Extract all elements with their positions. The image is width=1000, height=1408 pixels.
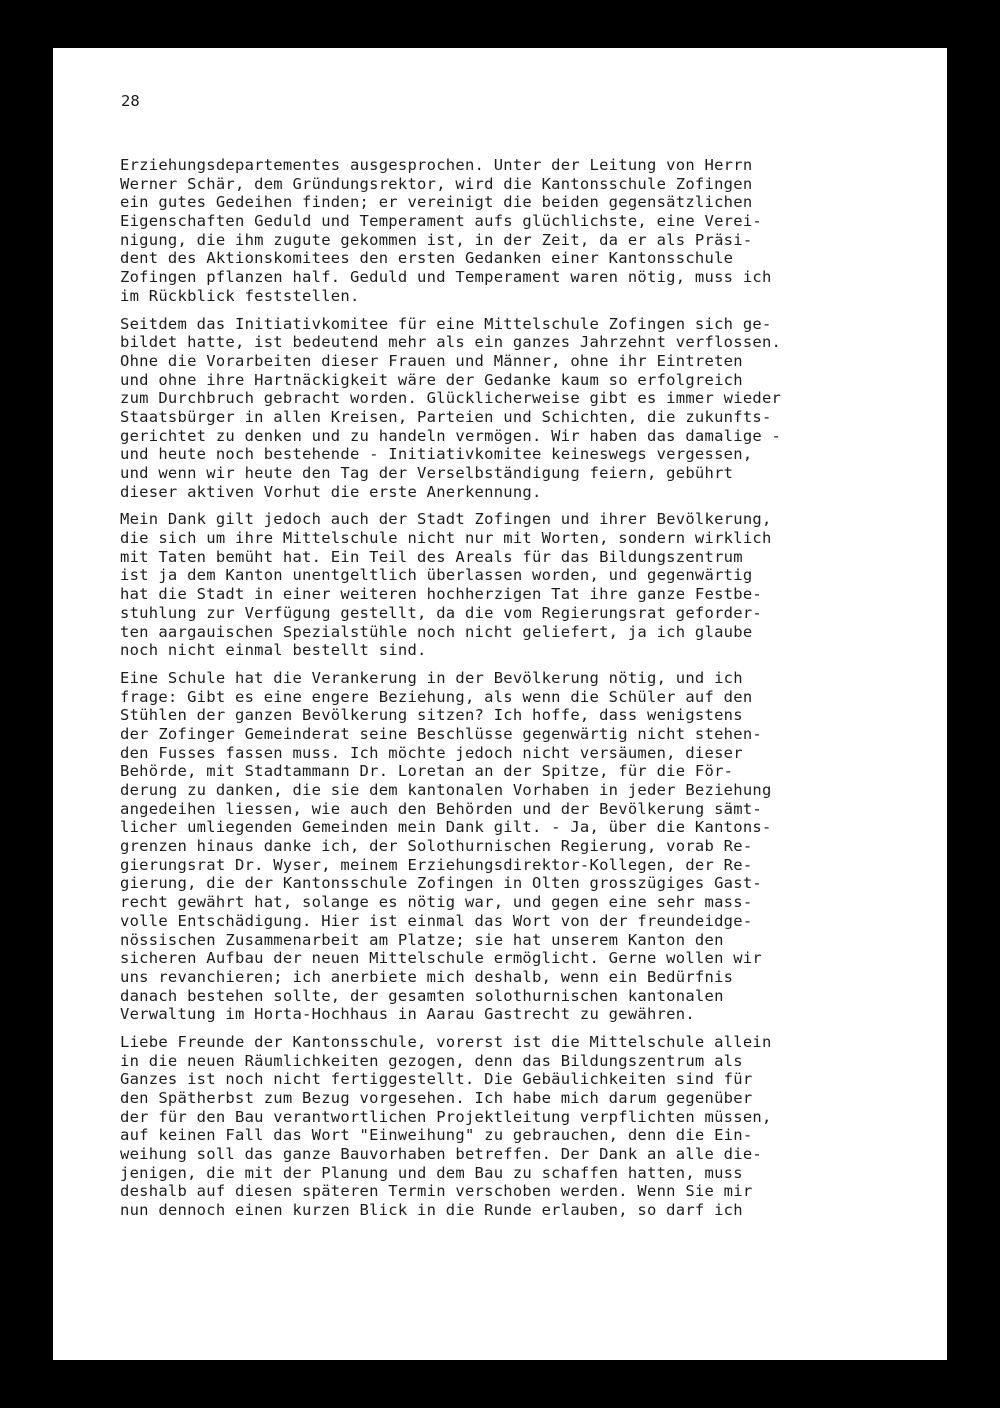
text-line: deshalb auf diesen späteren Termin verschoben werden. Wenn Sie mir	[120, 1182, 753, 1201]
text-line: stuhlung zur Verfügung gestellt, da die vom Regierungsrat geforder-	[120, 603, 762, 622]
text-line: ist ja dem Kanton unentgeltlich überlassen worden, und gegenwärtig	[120, 566, 753, 585]
paragraph	[120, 669, 900, 1024]
text-line: dieser aktiven Vorhut die erste Anerkennung.	[120, 482, 542, 501]
text-line: ein gutes Gedeihen finden; er vereinigt die beiden gegensätzlichen	[120, 193, 753, 212]
text-line: gierungsrat Dr. Wyser, meinem Erziehungsdirektor-Kollegen, der Re-	[120, 855, 753, 874]
text-line: grenzen hinaus danke ich, der Solothurnischen Regierung, vorab Re-	[120, 837, 753, 856]
text-line: auf keinen Fall das Wort "Einweihung" zu gebrauchen, denn die Ein-	[120, 1126, 753, 1145]
text-line: Staatsbürger in allen Kreisen, Parteien und Schichten, die zukunfts-	[120, 407, 772, 426]
text-line: jenigen, die mit der Planung und dem Bau zu schaffen hatten, muss	[120, 1163, 743, 1182]
text-line: Eigenschaften Geduld und Temperament aufs glüchlichste, eine Verei-	[120, 212, 762, 231]
text-line: recht gewährt hat, solange es nötig war, und gegen eine sehr mass-	[120, 893, 753, 912]
text-line: im Rückblick feststellen.	[120, 286, 360, 305]
text-line: uns revanchieren; ich anerbiete mich deshalb, wenn ein Bedürfnis	[120, 967, 734, 986]
paragraph	[120, 510, 900, 660]
text-line: der für den Bau verantwortlichen Projektleitung verpflichten müssen,	[120, 1107, 772, 1126]
paragraph	[120, 156, 900, 306]
text-line: nössischen Zusammenarbeit am Platze; sie hat unserem Kanton den	[120, 930, 724, 949]
text-line: gerichtet zu denken und zu handeln vermögen. Wir haben das damalige -	[120, 426, 782, 445]
text-line: frage: Gibt es eine engere Beziehung, als wenn die Schüler auf den	[120, 687, 753, 706]
text-line: zum Durchbruch gebracht worden. Glücklicherweise gibt es immer wieder	[120, 389, 782, 408]
text-line: Ohne die Vorarbeiten dieser Frauen und Männer, ohne ihr Eintreten	[120, 351, 743, 370]
text-line: Zofingen pflanzen half. Geduld und Temperament waren nötig, muss ich	[120, 268, 772, 287]
text-line: Behörde, mit Stadtammann Dr. Loretan an der Spitze, für die För-	[120, 762, 734, 781]
document-page	[53, 48, 947, 1360]
paragraph	[120, 315, 900, 502]
text-line: nun dennoch einen kurzen Blick in die Runde erlauben, so darf ich	[120, 1201, 743, 1220]
text-line: und heute noch bestehende - Initiativkomitee keineswegs vergessen,	[120, 445, 753, 464]
text-line: und wenn wir heute den Tag der Verselbständigung feiern, gebührt	[120, 464, 734, 482]
text-line: Eine Schule hat die Verankerung in der Bevölkerung nötig, und ich	[120, 668, 743, 687]
text-line: Mein Dank gilt jedoch auch der Stadt Zofingen und ihrer Bevölkerung,	[120, 510, 772, 529]
page-number: 28	[121, 92, 140, 110]
text-line: ten aargauischen Spezialstühle noch nicht geliefert, ja ich glaube	[120, 622, 753, 641]
text-line: Ganzes ist noch nicht fertiggestellt. Die Gebäulichkeiten sind für	[120, 1070, 753, 1089]
text-line: Werner Schär, dem Gründungsrektor, wird die Kantonsschule Zofingen	[120, 174, 753, 193]
text-line: Erziehungsdepartementes ausgesprochen. Unter der Leitung von Herrn	[120, 156, 753, 174]
text-line: angedeihen liessen, wie auch den Behörden und der Bevölkerung sämt-	[120, 799, 762, 818]
text-line: hat die Stadt in einer weiteren hochherzigen Tat ihre ganze Festbe-	[120, 585, 762, 604]
text-line: nigung, die ihm zugute gekommen ist, in der Zeit, da er als Präsi-	[120, 230, 753, 249]
text-line: mit Taten bemüht hat. Ein Teil des Areals für das Bildungszentrum	[120, 547, 743, 566]
text-line: bildet hatte, ist bedeutend mehr als ein ganzes Jahrzehnt verflossen.	[120, 333, 782, 352]
text-line: derung zu danken, die sie dem kantonalen Vorhaben in jeder Beziehung	[120, 781, 772, 799]
text-line: dent des Aktionskomitees den ersten Gedanken einer Kantonsschule	[120, 249, 734, 268]
text-line: gierung, die der Kantonsschule Zofingen in Olten grosszügiges Gast-	[120, 874, 762, 893]
body-text	[120, 156, 900, 1229]
text-line: Liebe Freunde der Kantonsschule, vorerst ist die Mittelschule allein	[120, 1032, 772, 1051]
text-line: die sich um ihre Mittelschule nicht nur mit Worten, sondern wirklich	[120, 529, 772, 548]
text-line: den Spätherbst zum Bezug vorgesehen. Ich habe mich darum gegenüber	[120, 1089, 753, 1107]
text-line: Verwaltung im Horta-Hochhaus in Aarau Gastrecht zu gewähren.	[120, 1005, 695, 1024]
text-line: danach bestehen sollte, der gesamten solothurnischen kantonalen	[120, 986, 724, 1005]
text-line: volle Entschädigung. Hier ist einmal das Wort von der freundeidge-	[120, 911, 753, 930]
text-line: sicheren Aufbau der neuen Mittelschule ermöglicht. Gerne wollen wir	[120, 949, 762, 968]
paragraph	[120, 1033, 900, 1220]
text-line: Stühlen der ganzen Bevölkerung sitzen? Ich hoffe, dass wenigstens	[120, 706, 743, 725]
text-line: den Fusses fassen muss. Ich möchte jedoch nicht versäumen, dieser	[120, 743, 743, 762]
text-line: und ohne ihre Hartnäckigkeit wäre der Gedanke kaum so erfolgreich	[120, 370, 743, 389]
text-line: der Zofinger Gemeinderat seine Beschlüsse gegenwärtig nicht stehen-	[120, 724, 762, 743]
text-line: weihung soll das ganze Bauvorhaben betreffen. Der Dank an alle die-	[120, 1145, 762, 1164]
text-line: noch nicht einmal bestellt sind.	[120, 641, 427, 660]
text-line: Seitdem das Initiativkomitee für eine Mittelschule Zofingen sich ge-	[120, 314, 772, 333]
text-line: licher umliegenden Gemeinden mein Dank gilt. - Ja, über die Kantons-	[120, 818, 772, 837]
text-line: in die neuen Räumlichkeiten gezogen, denn das Bildungszentrum als	[120, 1051, 743, 1070]
